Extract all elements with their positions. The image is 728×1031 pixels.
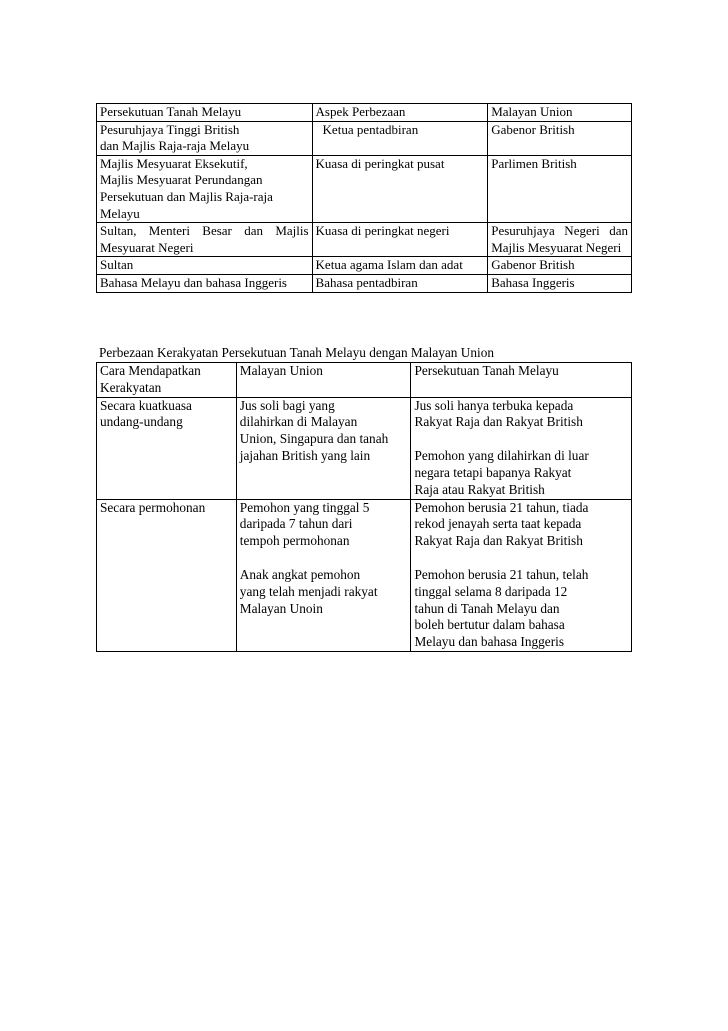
table-header-cell: Cara Mendapatkan Kerakyatan xyxy=(97,363,237,398)
table-cell xyxy=(411,397,632,499)
comparison-table xyxy=(96,103,632,293)
citizenship-table xyxy=(96,362,632,652)
table-cell: Malayan Union xyxy=(488,104,632,122)
table-row xyxy=(97,223,632,257)
table-row xyxy=(97,257,632,275)
table-header-row xyxy=(97,363,632,398)
table-cell xyxy=(236,499,411,651)
table-cell: Bahasa Inggeris xyxy=(488,274,632,292)
table-cell: Sultan xyxy=(97,257,313,275)
paragraph: Jus soli hanya terbuka kepada Rakyat Raja dan Rakyat British xyxy=(414,397,583,430)
table-cell: Gabenor British xyxy=(488,257,632,275)
table-row xyxy=(97,274,632,292)
table-cell: Majlis Mesyuarat Eksekutif, Majlis Mesyuarat Perundangan Persekutuan dan Majlis Raja-raja Melayu xyxy=(97,155,313,222)
table-header-cell: Persekutuan Tanah Melayu xyxy=(411,363,632,398)
table-caption: Perbezaan Kerakyatan Persekutuan Tanah Melayu dengan Malayan Union xyxy=(99,345,494,360)
table-row xyxy=(97,397,632,499)
paragraph: Pemohon berusia 21 tahun, tiada rekod jenayah serta taat kepada Rakyat Raja dan Rakyat British xyxy=(414,499,589,549)
table-cell: Jus soli bagi yang dilahirkan di Malayan Union, Singapura dan tanah jajahan British yang lain xyxy=(236,397,411,499)
table-cell: Pesuruhjaya Negeri dan Majlis Mesyuarat Negeri xyxy=(488,223,632,257)
table-cell: Kuasa di peringkat pusat xyxy=(312,155,488,222)
table-cell: Ketua pentadbiran xyxy=(312,121,488,155)
table-cell: Pesuruhjaya Tinggi British dan Majlis Raja-raja Melayu xyxy=(97,121,313,155)
table-cell: Secara permohonan xyxy=(97,499,237,651)
table-cell: Aspek Perbezaan xyxy=(312,104,488,122)
table-row xyxy=(97,121,632,155)
table-cell xyxy=(411,499,632,651)
table-cell: Ketua agama Islam dan adat xyxy=(312,257,488,275)
table-cell: Secara kuatkuasa undang-undang xyxy=(97,397,237,499)
table-cell: Bahasa Melayu dan bahasa Inggeris xyxy=(97,274,313,292)
table-cell: Kuasa di peringkat negeri xyxy=(312,223,488,257)
paragraph: Pemohon yang tinggal 5 daripada 7 tahun dari tempoh permohonan xyxy=(239,499,370,549)
table-header-cell: Malayan Union xyxy=(236,363,411,398)
table-cell: Persekutuan Tanah Melayu xyxy=(97,104,313,122)
paragraph: Pemohon berusia 21 tahun, telah tinggal selama 8 daripada 12 tahun di Tanah Melayu dan boleh bertutur dalam bahasa Melayu dan bahasa Inggeris xyxy=(414,566,589,650)
table-cell: Parlimen British xyxy=(488,155,632,222)
paragraph: Anak angkat pemohon yang telah menjadi rakyat Malayan Unoin xyxy=(239,566,378,616)
table-cell: Gabenor British xyxy=(488,121,632,155)
table-row xyxy=(97,104,632,122)
table-row xyxy=(97,155,632,222)
table-row xyxy=(97,499,632,651)
table-cell: Bahasa pentadbiran xyxy=(312,274,488,292)
paragraph: Pemohon yang dilahirkan di luar negara tetapi bapanya Rakyat Raja atau Rakyat British xyxy=(414,448,589,497)
table-cell: Sultan, Menteri Besar dan Majlis Mesyuarat Negeri xyxy=(97,223,313,257)
